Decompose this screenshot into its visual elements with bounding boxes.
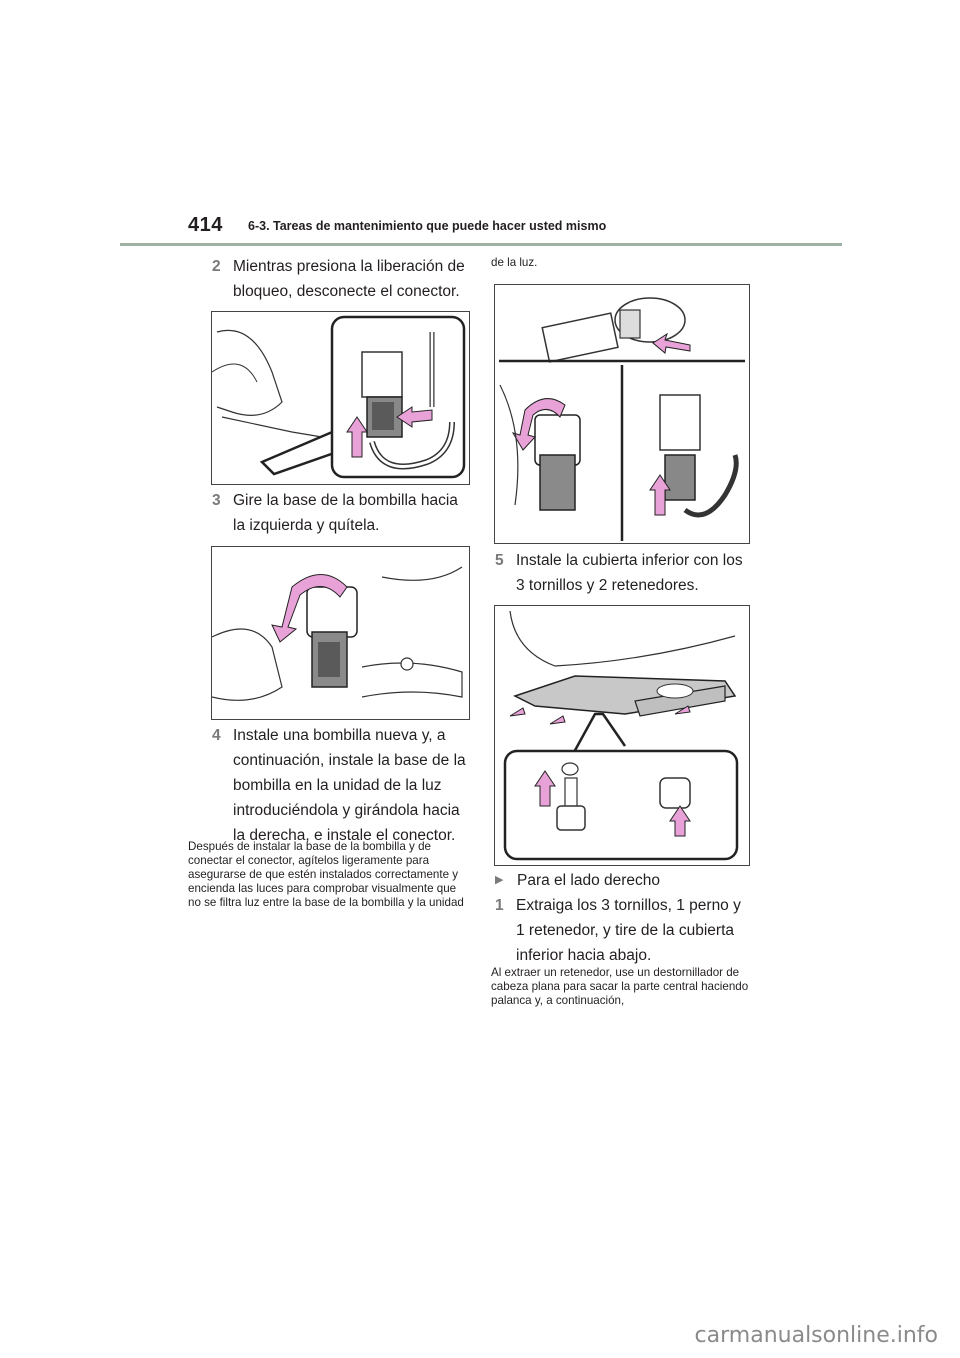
page-number: 414 xyxy=(188,214,223,236)
step-number: 4 xyxy=(212,727,221,744)
step-number: 5 xyxy=(495,552,504,569)
header-rule xyxy=(120,243,842,246)
step-text: Gire la base de la bombilla hacia la izquierda y quítela. xyxy=(233,492,458,534)
step-text: Instale una bombilla nueva y, a continuación, instale la base de la bombilla en la unidad de la luz introduciéndola y girándola hacia la derecha, e instale el conector. xyxy=(233,727,466,844)
step-4 xyxy=(212,723,474,848)
step-5 xyxy=(495,548,751,598)
step-3 xyxy=(212,488,474,538)
step-number: 1 xyxy=(495,897,504,914)
figure-disconnect-connector xyxy=(211,311,470,485)
figure-remove-bulb-base xyxy=(211,546,470,720)
triangle-bullet-icon: ▶ xyxy=(495,874,504,886)
step-number: 2 xyxy=(212,258,221,275)
watermark: carmanualsonline.info xyxy=(694,1323,938,1348)
subheading-right-side xyxy=(495,868,751,893)
note-after-install: Después de instalar la base de la bombilla y de conectar el conector, agítelos ligeramente para asegurarse de que estén instalados correctamente y encienda las luces para comprobar visualmente que no se filtra luz entre la base de la bombilla y la unidad xyxy=(188,840,464,909)
step-number: 3 xyxy=(212,492,221,509)
step-1 xyxy=(495,893,751,968)
note-continued: de la luz. xyxy=(491,256,538,269)
step-text: Instale la cubierta inferior con los 3 tornillos y 2 retenedores. xyxy=(516,552,743,594)
step-text: Extraiga los 3 tornillos, 1 perno y 1 retenedor, y tire de la cubierta inferior hacia abajo. xyxy=(516,897,741,964)
subheading-text: Para el lado derecho xyxy=(517,872,661,889)
step-text: Mientras presiona la liberación de bloqueo, desconecte el conector. xyxy=(233,258,465,300)
figure-lower-cover xyxy=(494,605,750,866)
note-retainer: Al extraer un retenedor, use un destornillador de cabeza plana para sacar la parte central haciendo palanca y, a continuación, xyxy=(491,966,749,1007)
step-2 xyxy=(212,254,474,304)
section-title: 6-3. Tareas de mantenimiento que puede hacer usted mismo xyxy=(248,219,607,233)
figure-install-bulb xyxy=(494,284,750,544)
